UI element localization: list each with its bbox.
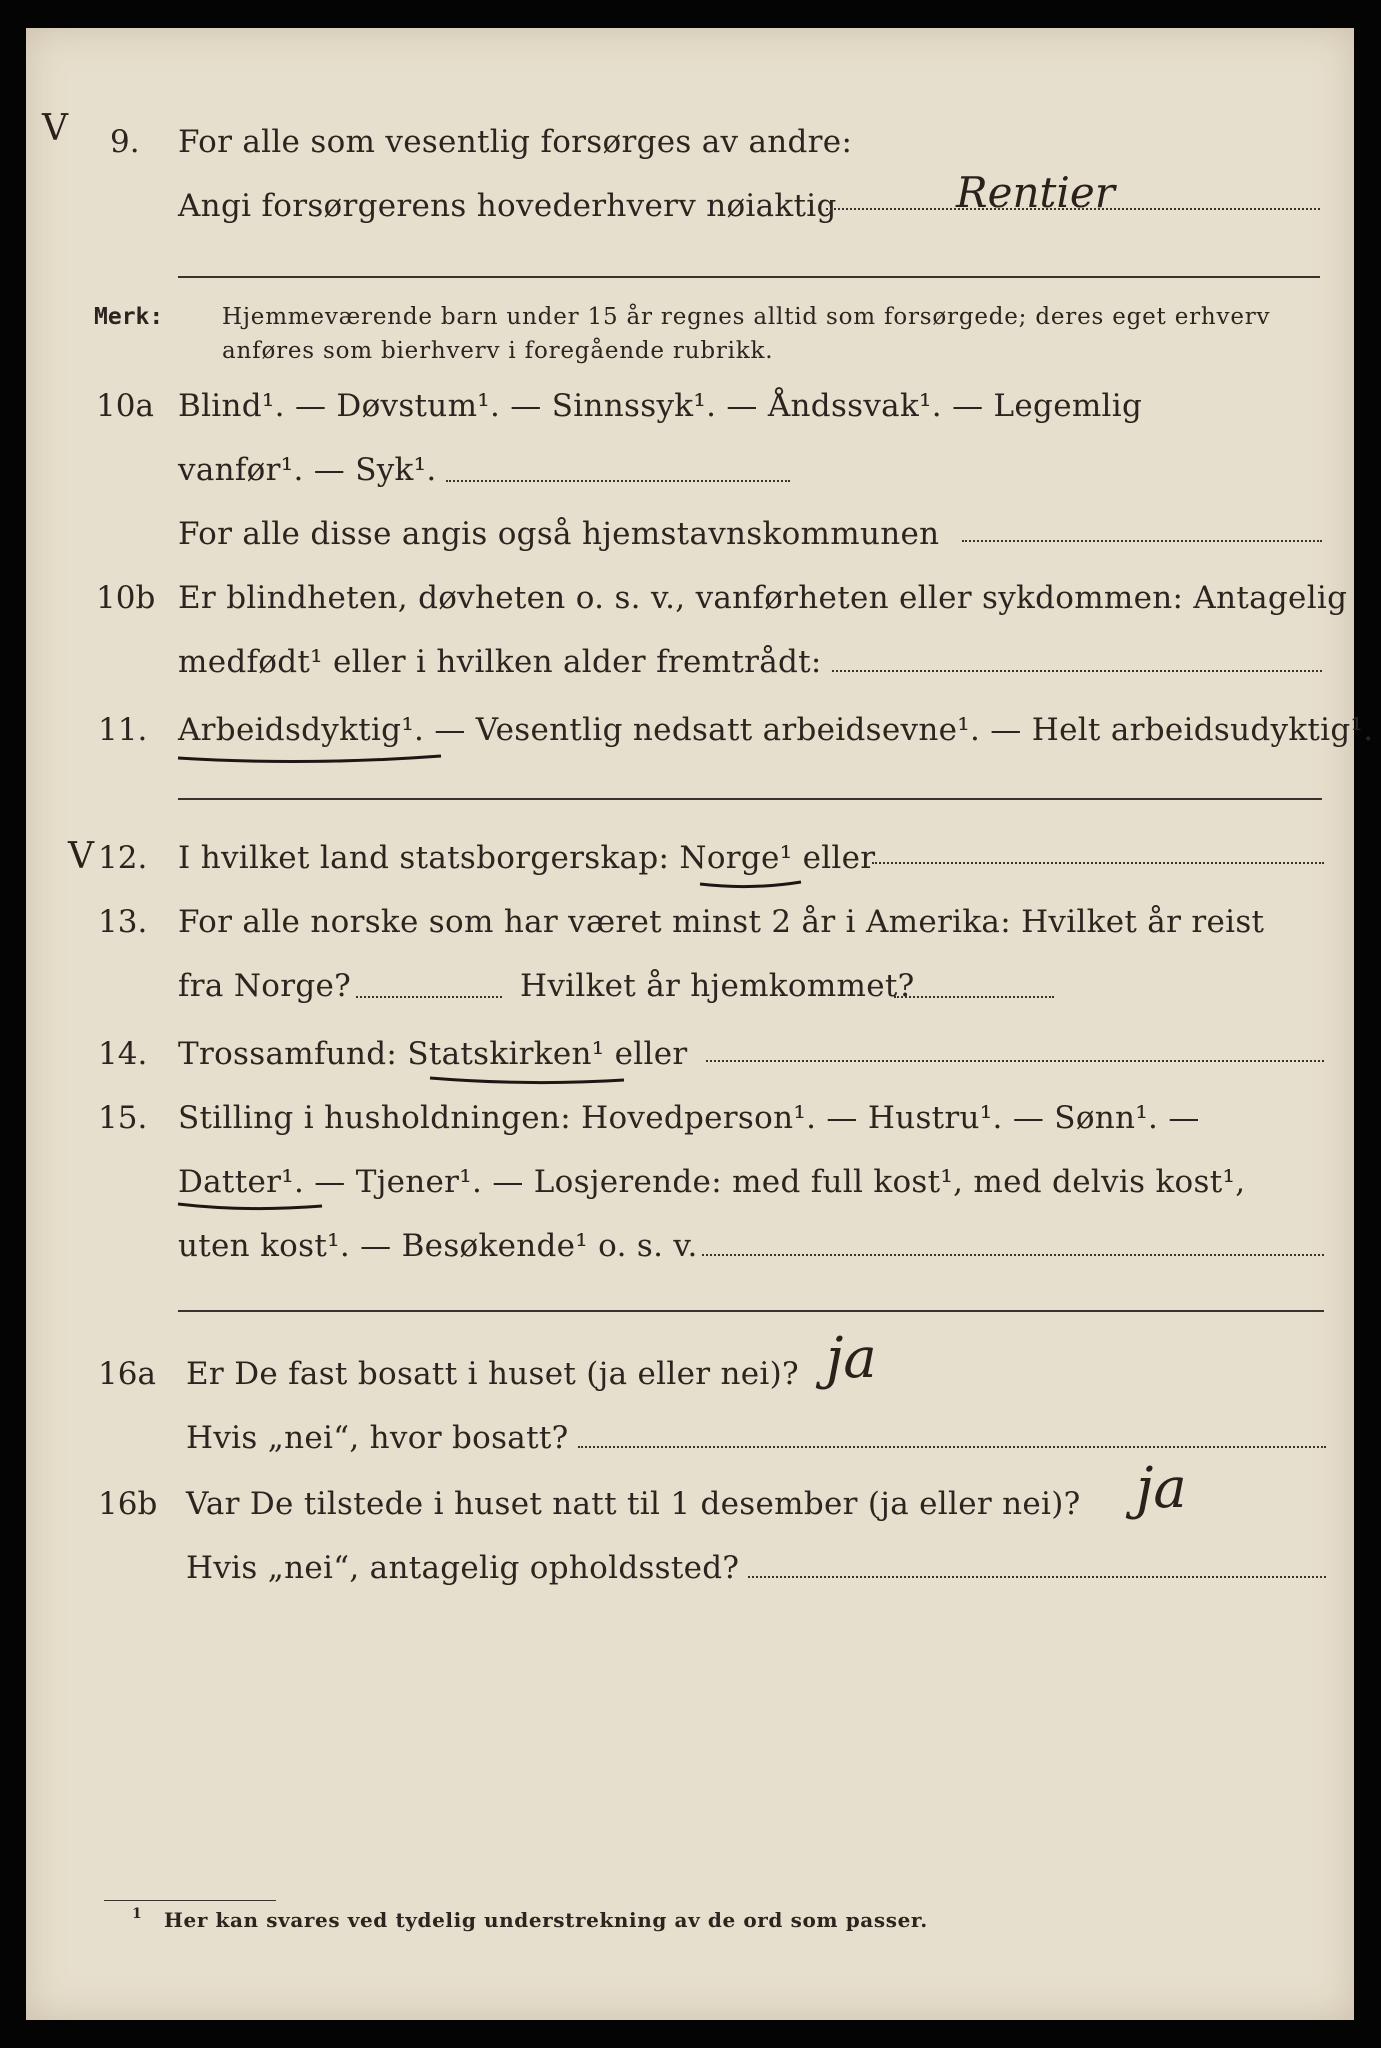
q16a-question: Er De fast bosatt i huset (ja eller nei)?: [186, 1356, 799, 1392]
q12-question: [178, 840, 875, 876]
q10a-line1: Blind¹. — Døvstum¹. — Sinnssyk¹. — Åndssvak¹. — Legemlig: [178, 388, 1143, 424]
q10a-answer-line: [446, 480, 790, 482]
footnote-separator: [104, 1900, 276, 1901]
q12-underline-mark: [696, 876, 806, 892]
q16a-answer-line: [578, 1446, 1326, 1448]
q15-line2-rest: — Tjener¹. — Losjerende: med full kost¹, med delvis kost¹,: [304, 1164, 1246, 1200]
q11-option-arbeidsdyktig: Arbeidsdyktig¹.: [178, 712, 425, 748]
q15-second-line: [178, 1310, 1324, 1312]
q10a-line2: vanfør¹. — Syk¹.: [178, 452, 437, 488]
q16a-number: 16a: [98, 1356, 156, 1392]
q15-line2: [178, 1164, 1245, 1200]
q11-underline-mark: [176, 748, 446, 768]
merk-text-line2: anføres som bierhverv i foregående rubrikk.: [222, 338, 774, 364]
check-mark-q12: V: [68, 836, 94, 877]
q10b-line1: Er blindheten, døvheten o. s. v., vanførheten eller sykdommen: Antagelig: [178, 580, 1348, 616]
q10b-line2: medfødt¹ eller i hvilken alder fremtrådt:: [178, 644, 822, 680]
q16b-answer-line: [748, 1576, 1326, 1578]
q10b-answer-line: [832, 670, 1322, 672]
q16b-handwritten-answer: ja: [1136, 1456, 1187, 1521]
q14-number: 14.: [98, 1036, 148, 1072]
q14-question: [178, 1036, 688, 1072]
q12-answer-line: [872, 862, 1324, 864]
q9-second-line: [178, 276, 1320, 278]
q9-number: 9.: [110, 124, 140, 160]
q16a-handwritten-answer: ja: [826, 1326, 877, 1391]
q15-underline-mark: [176, 1198, 326, 1214]
q12-suffix: eller: [792, 840, 876, 876]
q14-suffix: eller: [604, 1036, 688, 1072]
merk-text-line1: Hjemmeværende barn under 15 år regnes alltid som forsørgede; deres eget erhverv: [222, 304, 1271, 330]
q10a-hometown-line: [962, 540, 1322, 542]
q9-question: For alle som vesentlig forsørges av andre:: [178, 124, 853, 160]
q16b-number: 16b: [98, 1486, 158, 1522]
q11-answer-line: [178, 798, 1322, 800]
q13-departure-prompt: fra Norge?: [178, 968, 352, 1004]
q15-line3: uten kost¹. — Besøkende¹ o. s. v.: [178, 1228, 698, 1264]
q9-handwritten-answer: Rentier: [956, 168, 1115, 217]
q13-return-line: [894, 996, 1054, 998]
footnote-mark: 1: [132, 1906, 143, 1922]
q14-prompt: Trossamfund:: [178, 1036, 408, 1072]
census-form-page: [26, 28, 1374, 2020]
q13-line1: For alle norske som har været minst 2 år i Amerika: Hvilket år reist: [178, 904, 1265, 940]
q13-departure-line: [356, 996, 502, 998]
footnote-text: Her kan svares ved tydelig understrekning av de ord som passer.: [164, 1908, 928, 1932]
q16b-question: Var De tilstede i huset natt til 1 desember (ja eller nei)?: [186, 1486, 1081, 1522]
q12-option-norge: Norge¹: [679, 840, 793, 876]
q11-number: 11.: [98, 712, 148, 748]
q14-answer-line: [706, 1060, 1324, 1062]
q14-underline-mark: [428, 1072, 628, 1090]
q13-return-prompt: Hvilket år hjemkommet?: [520, 968, 915, 1004]
q16a-followup: Hvis „nei“, hvor bosatt?: [186, 1420, 569, 1456]
check-mark-q9: V: [42, 108, 68, 149]
q11-other-options: — Vesentlig nedsatt arbeidsevne¹. — Helt arbeidsudyktig¹.: [424, 712, 1374, 748]
merk-label: Merk:: [94, 304, 164, 330]
q15-option-datter: Datter¹.: [178, 1164, 305, 1200]
q12-number: 12.: [98, 840, 148, 876]
q13-number: 13.: [98, 904, 148, 940]
q9-prompt: Angi forsørgerens hovederhverv nøiaktig: [178, 188, 837, 224]
q15-number: 15.: [98, 1100, 148, 1136]
q15-line1: Stilling i husholdningen: Hovedperson¹. — Hustru¹. — Sønn¹. —: [178, 1100, 1200, 1136]
q12-prompt: I hvilket land statsborgerskap:: [178, 840, 680, 876]
q14-option-statskirken: Statskirken¹: [407, 1036, 605, 1072]
q10a-line3: For alle disse angis også hjemstavnskommunen: [178, 516, 940, 552]
q10a-number: 10a: [96, 388, 154, 424]
q10b-number: 10b: [96, 580, 156, 616]
q15-answer-line: [702, 1254, 1324, 1256]
q11-options: [178, 712, 1373, 748]
q16b-followup: Hvis „nei“, antagelig opholdssted?: [186, 1550, 740, 1586]
